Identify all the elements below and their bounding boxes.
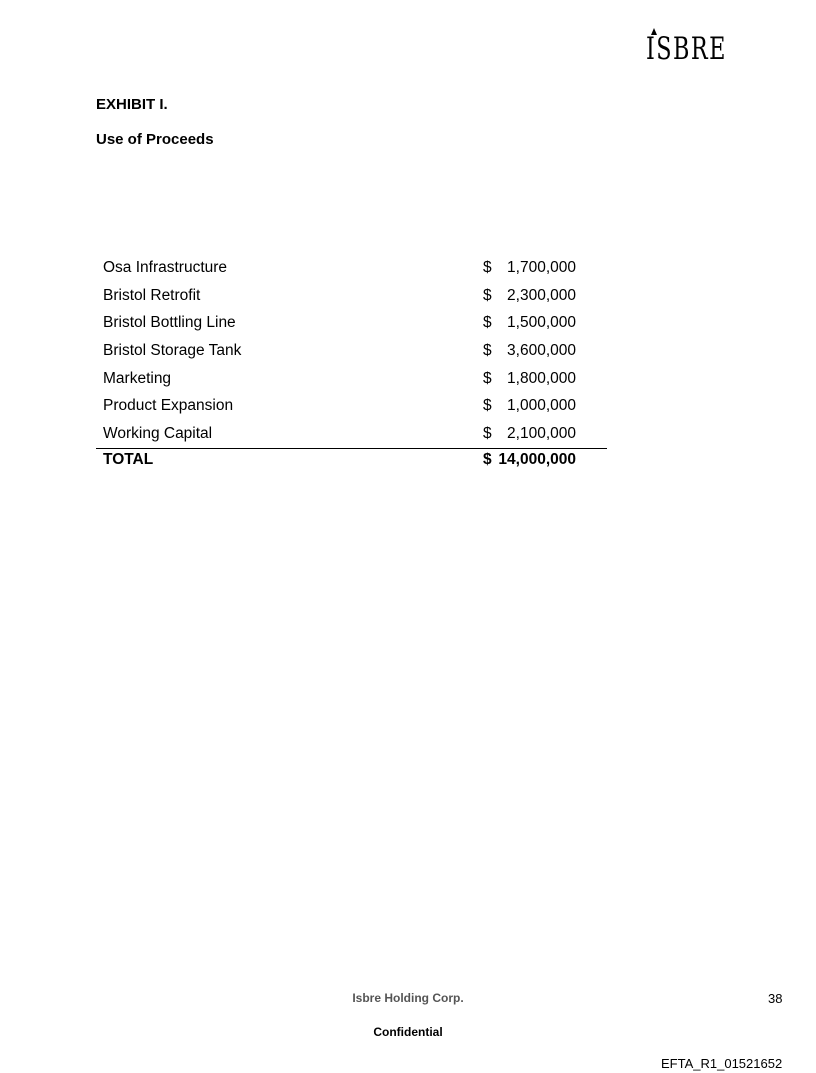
- total-currency: $: [483, 450, 492, 468]
- table-row: [96, 309, 607, 337]
- logo-text: ISBRE: [646, 31, 727, 67]
- row-currency: $: [483, 259, 492, 276]
- row-amount: 2,100,000: [507, 425, 576, 443]
- total-amount: 14,000,000: [498, 450, 576, 468]
- row-amount: 1,500,000: [507, 314, 576, 332]
- row-amount: 2,300,000: [507, 286, 576, 304]
- footer-company-name: Isbre Holding Corp.: [352, 991, 464, 1005]
- row-amount: 1,800,000: [507, 369, 576, 387]
- row-label: Marketing: [103, 369, 172, 387]
- document-id: EFTA_R1_01521652: [661, 1056, 783, 1071]
- row-currency: $: [483, 342, 492, 360]
- total-label: TOTAL: [103, 450, 154, 468]
- table-row: [96, 365, 607, 393]
- table-row: [96, 254, 607, 282]
- row-currency: $: [483, 397, 492, 415]
- row-amount: 3,600,000: [507, 342, 576, 360]
- section-title: Use of Proceeds: [96, 131, 214, 148]
- table-row: [96, 282, 607, 310]
- row-amount: 1,700,000: [507, 259, 576, 276]
- table-row: [96, 420, 607, 448]
- confidential-notice: Confidential: [373, 1025, 443, 1039]
- row-label: Bristol Bottling Line: [103, 314, 236, 332]
- row-currency: $: [483, 286, 492, 304]
- table-row: [96, 392, 607, 420]
- row-amount: 1,000,000: [507, 397, 576, 415]
- row-label: Product Expansion: [103, 397, 234, 415]
- row-currency: $: [483, 314, 492, 332]
- use-of-proceeds-table: [96, 254, 607, 477]
- row-currency: $: [483, 369, 492, 387]
- row-label: Bristol Retrofit: [103, 286, 201, 304]
- row-label: Working Capital: [103, 425, 213, 443]
- row-label: Osa Infrastructure: [103, 259, 228, 276]
- row-currency: $: [483, 425, 492, 443]
- total-row: [96, 448, 607, 477]
- company-logo: [646, 28, 726, 74]
- page-number: 38: [768, 991, 783, 1006]
- row-label: Bristol Storage Tank: [103, 342, 242, 360]
- exhibit-label: EXHIBIT I.: [96, 96, 168, 113]
- table-row: [96, 337, 607, 365]
